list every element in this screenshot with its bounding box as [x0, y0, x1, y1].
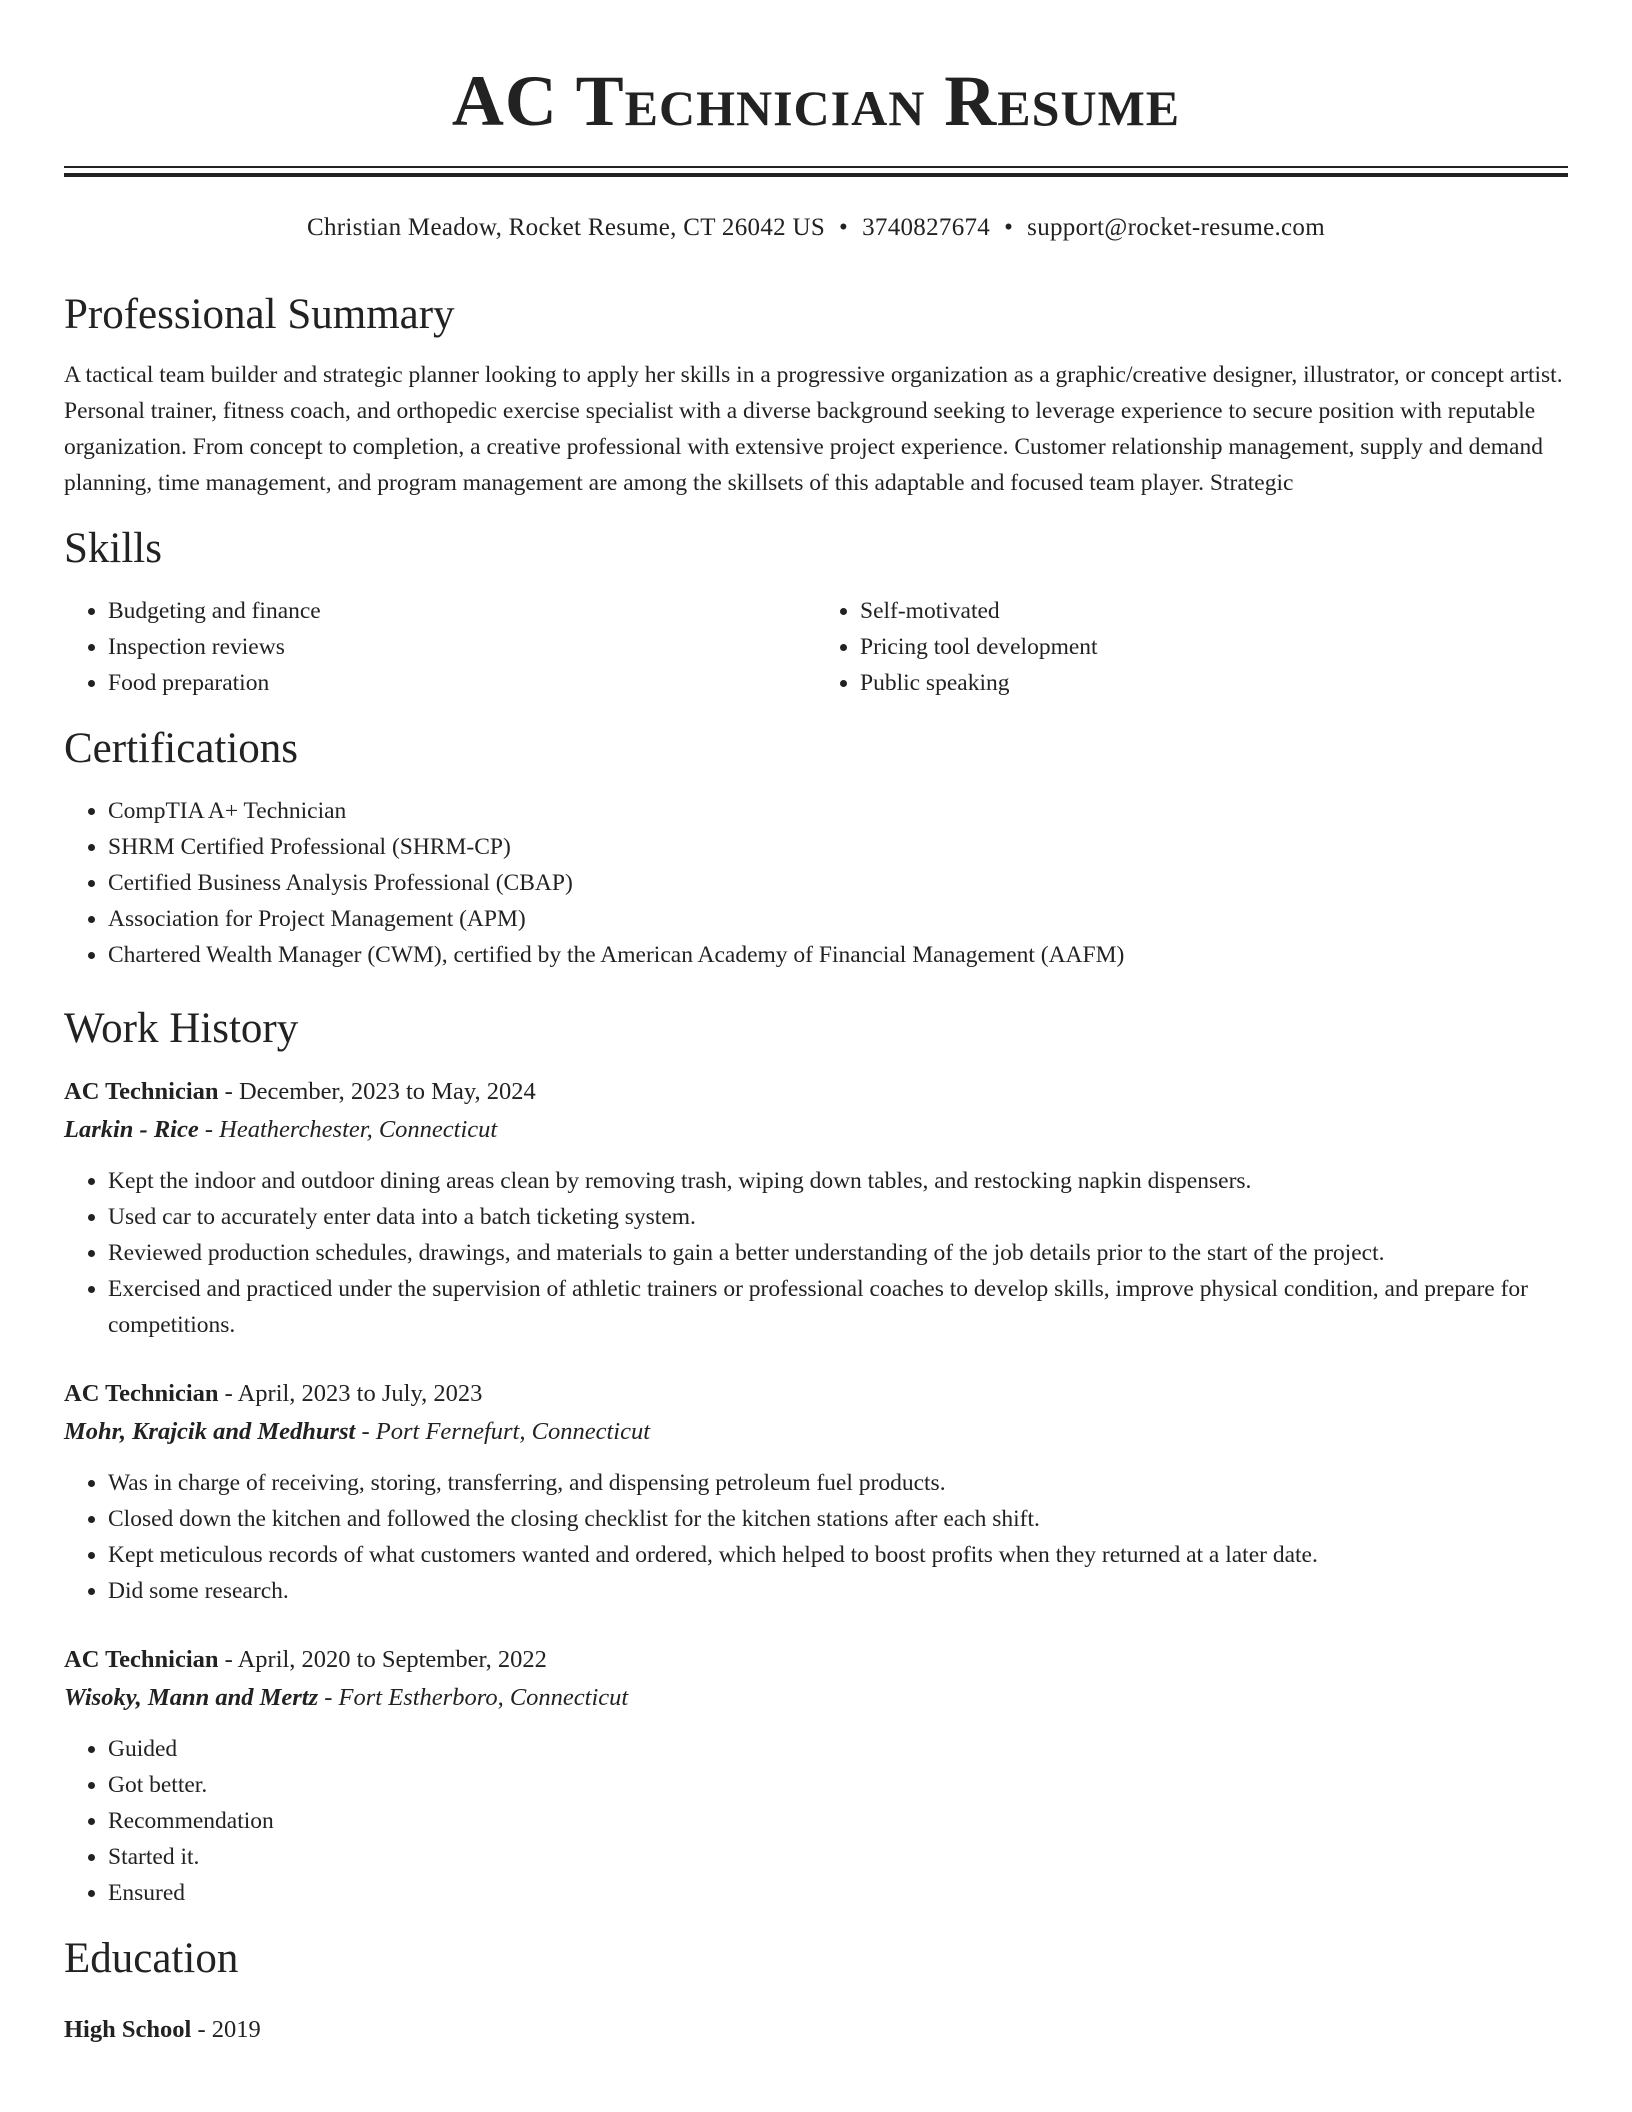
job-duty: • Did some research. [108, 1573, 1568, 1609]
skill-item: • Self-motivated [860, 593, 1568, 629]
job-duty: • Started it. [108, 1839, 1568, 1875]
job-header [64, 1073, 1568, 1111]
education-heading: Education [64, 1935, 239, 1982]
job-company: Larkin - Rice [64, 1116, 199, 1143]
skill-item: • Public speaking [860, 665, 1568, 701]
skills-heading: Skills [64, 525, 162, 572]
summary-section [64, 289, 1568, 501]
work-history-section [64, 1003, 1568, 1911]
job-duty: • Used car to accurately enter data into a batch ticketing system. [108, 1199, 1568, 1235]
skill-item: • Pricing tool development [860, 629, 1568, 665]
contact-separator: • [839, 214, 849, 241]
certification-item: • Association for Project Management (APM) [108, 901, 1568, 937]
job-location: - Fort Estherboro, Connecticut [318, 1684, 629, 1711]
education-section [64, 1933, 1568, 2049]
skills-list-left [64, 593, 816, 701]
summary-text: A tactical team builder and strategic planner looking to apply her skills in a progressive organization as a graphic/creative designer, illustrator, or concept artist. Personal trainer, fitness coach, and orthopedic exercise specialist with a diverse background seeking to leverage experience to secure position with reputable organization. From concept to completion, a creative professional with extensive project experience. Customer relationship management, supply and demand planning, time management, and program management are among the skillsets of this adaptable and focused team player. Strategic [64, 362, 1563, 496]
certifications-list [64, 793, 1568, 973]
skills-section [64, 523, 1568, 701]
job-duties-list [64, 1465, 1568, 1609]
skills-list-right [816, 593, 1568, 701]
skill-item: • Budgeting and finance [108, 593, 816, 629]
job-duties-list [64, 1731, 1568, 1911]
job-entry [64, 1641, 1568, 1911]
job-duty: • Exercised and practiced under the supervision of athletic trainers or professional coaches to develop skills, improve physical condition, and prepare for competitions. [108, 1271, 1568, 1343]
skills-grid [64, 593, 1568, 701]
job-duty: • Recommendation [108, 1803, 1568, 1839]
job-role: AC Technician [64, 1078, 219, 1105]
job-duty: • Ensured [108, 1875, 1568, 1911]
certifications-heading: Certifications [64, 725, 299, 772]
job-dates: - April, 2023 to July, 2023 [218, 1380, 483, 1407]
contact-line [64, 211, 1568, 245]
certification-item: • Certified Business Analysis Professional (CBAP) [108, 865, 1568, 901]
job-company: Mohr, Krajcik and Medhurst [64, 1418, 356, 1445]
job-dates: - April, 2020 to September, 2022 [218, 1646, 547, 1673]
title-divider-bottom [64, 173, 1568, 177]
contact-email: support@rocket-resume.com [1027, 214, 1325, 241]
job-header [64, 1375, 1568, 1413]
certification-item: • CompTIA A+ Technician [108, 793, 1568, 829]
certifications-section [64, 723, 1568, 973]
certification-item: • SHRM Certified Professional (SHRM-CP) [108, 829, 1568, 865]
skill-item: • Inspection reviews [108, 629, 816, 665]
job-duty: • Kept meticulous records of what customers wanted and ordered, which helped to boost profits when they returned at a later date. [108, 1537, 1568, 1573]
job-duty: • Guided [108, 1731, 1568, 1767]
job-employer [64, 1413, 1568, 1451]
contact-separator: • [1004, 214, 1014, 241]
skill-item: • Food preparation [108, 665, 816, 701]
job-duty: • Got better. [108, 1767, 1568, 1803]
job-duty: • Closed down the kitchen and followed the closing checklist for the kitchen stations after each shift. [108, 1501, 1568, 1537]
education-degree: High School [64, 2016, 192, 2043]
job-duties-list [64, 1163, 1568, 1343]
job-location: - Port Fernefurt, Connecticut [355, 1418, 650, 1445]
job-role: AC Technician [64, 1380, 219, 1407]
resume-title: AC Technician Resume [451, 61, 1181, 141]
job-header [64, 1641, 1568, 1679]
job-duty: • Was in charge of receiving, storing, transferring, and dispensing petroleum fuel products. [108, 1465, 1568, 1501]
job-role: AC Technician [64, 1646, 219, 1673]
summary-heading: Professional Summary [64, 291, 455, 338]
job-entry [64, 1073, 1568, 1343]
job-employer [64, 1111, 1568, 1149]
job-employer [64, 1679, 1568, 1717]
contact-address: Christian Meadow, Rocket Resume, CT 26042 US [307, 214, 826, 241]
certification-item: • Chartered Wealth Manager (CWM), certified by the American Academy of Financial Management (AAFM) [108, 937, 1568, 973]
title-divider-top [64, 166, 1568, 168]
job-location: - Heatherchester, Connecticut [198, 1116, 498, 1143]
work-history-heading: Work History [64, 1005, 299, 1052]
education-year: - 2019 [191, 2016, 261, 2043]
job-duty: • Kept the indoor and outdoor dining areas clean by removing trash, wiping down tables, and restocking napkin dispensers. [108, 1163, 1568, 1199]
contact-phone: 3740827674 [862, 214, 991, 241]
job-duty: • Reviewed production schedules, drawings, and materials to gain a better understanding of the job details prior to the start of the project. [108, 1235, 1568, 1271]
education-entry [64, 2011, 1568, 2049]
job-company: Wisoky, Mann and Mertz [64, 1684, 319, 1711]
job-dates: - December, 2023 to May, 2024 [218, 1078, 536, 1105]
job-entry [64, 1375, 1568, 1609]
